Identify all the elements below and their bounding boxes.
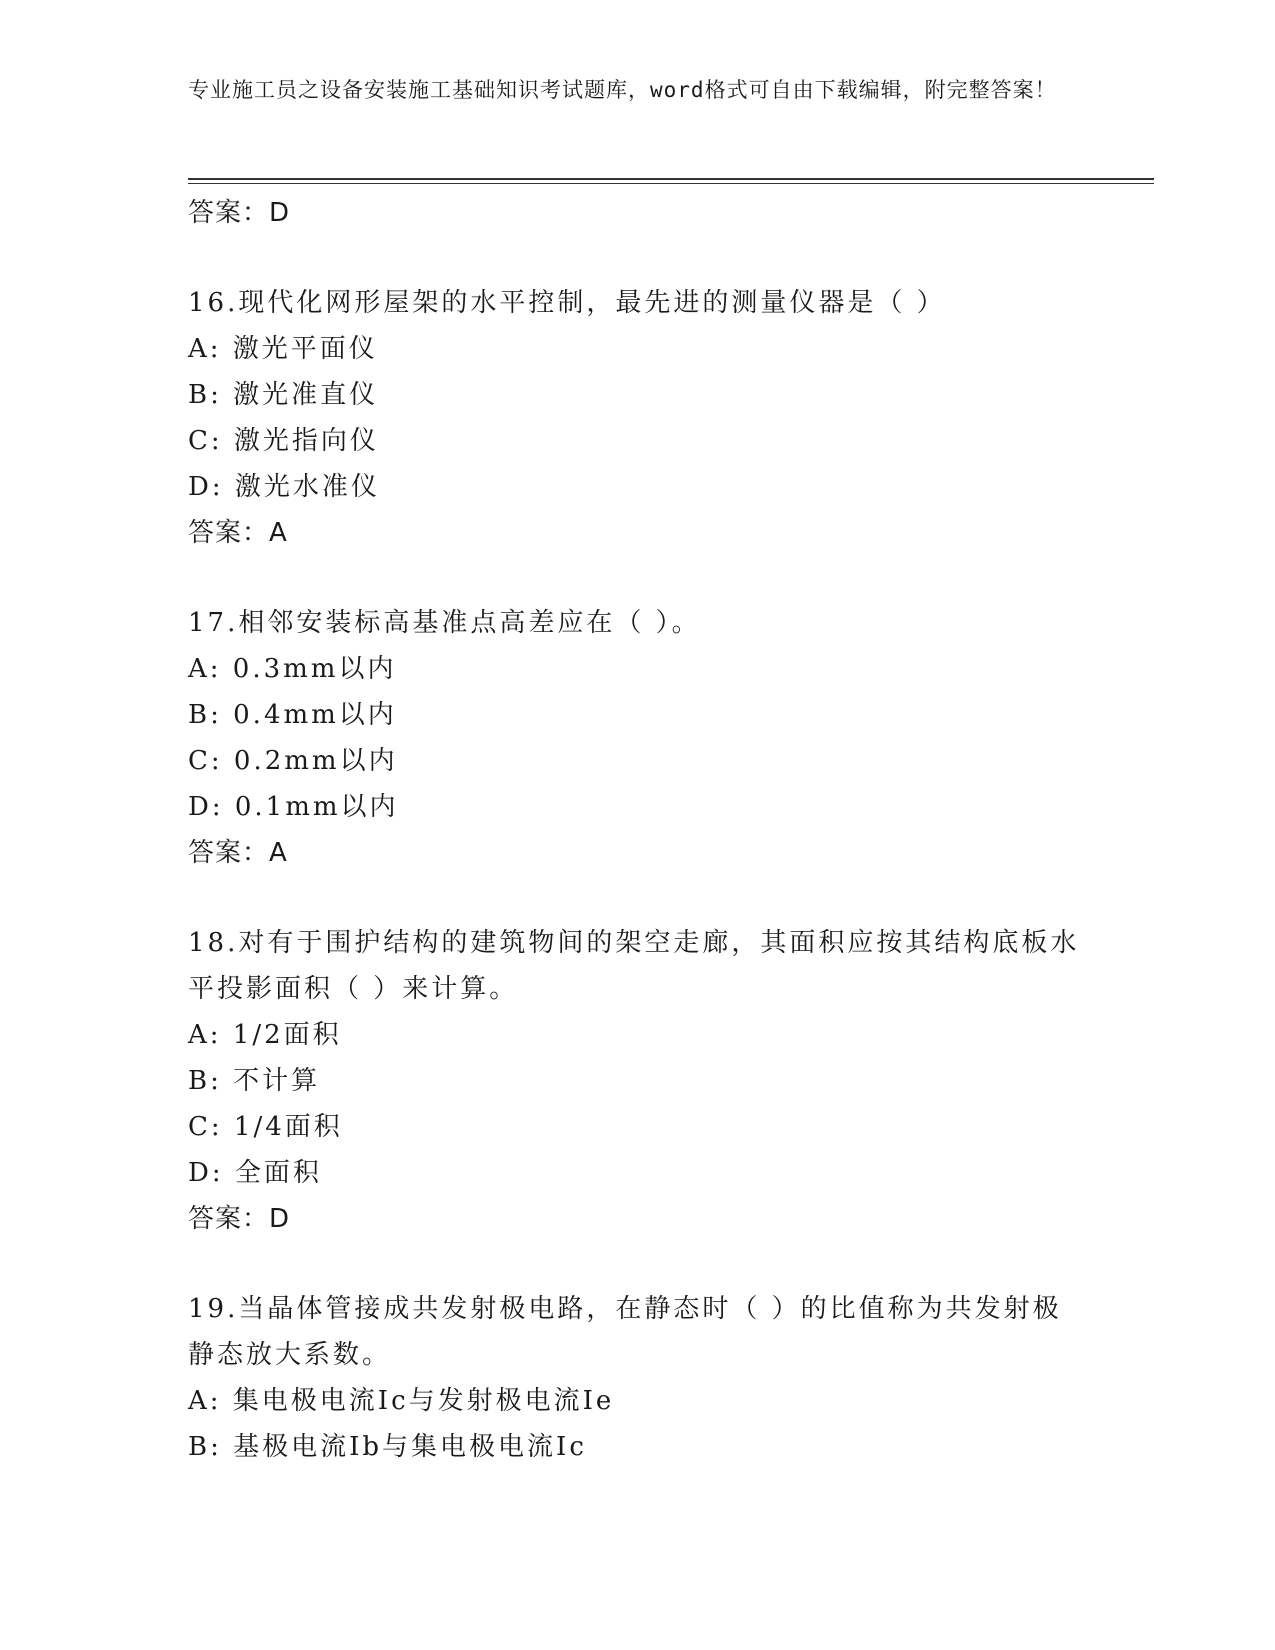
- answer-line: 答案：D: [188, 198, 291, 228]
- option-d: D: 激光水准仪: [188, 472, 380, 502]
- spacer: [188, 556, 1088, 600]
- spacer: [188, 876, 1088, 920]
- option-a: A: 激光平面仪: [188, 334, 378, 364]
- option-c: C: 1/4面积: [188, 1112, 343, 1142]
- question-stem: 16.现代化网形屋架的水平控制，最先进的测量仪器是（ ）: [188, 288, 946, 318]
- option-b: B: 基极电流Ib与集电极电流Ic: [188, 1432, 587, 1462]
- page-header: 专业施工员之设备安装施工基础知识考试题库，word格式可自由下载编辑，附完整答案！: [188, 78, 1057, 102]
- question-stem: 17.相邻安装标高基准点高差应在（ ）。: [188, 608, 701, 638]
- header-divider-thin: [188, 183, 1154, 184]
- option-b: B: 不计算: [188, 1066, 321, 1096]
- answer-line: 答案：A: [188, 838, 288, 868]
- spacer: [188, 1242, 1088, 1286]
- answer-line: 答案：A: [188, 518, 288, 548]
- option-c: C: 激光指向仪: [188, 426, 379, 456]
- option-c: C: 0.2mm以内: [188, 746, 398, 776]
- question-stem: 19.当晶体管接成共发射极电路，在静态时（ ）的比值称为共发射极静态放大系数。: [188, 1294, 1062, 1370]
- option-d: D: 0.1mm以内: [188, 792, 399, 822]
- option-a: A: 集电极电流Ic与发射极电流Ie: [188, 1386, 615, 1416]
- question-19: [188, 1286, 1088, 1470]
- question-18: [188, 920, 1088, 1242]
- question-16: [188, 280, 1088, 556]
- option-a: A: 0.3mm以内: [188, 654, 397, 684]
- question-17: [188, 600, 1088, 876]
- option-b: B: 0.4mm以内: [188, 700, 397, 730]
- exam-content: [188, 190, 1088, 1470]
- spacer: [188, 236, 1088, 280]
- option-a: A: 1/2面积: [188, 1020, 342, 1050]
- option-b: B: 激光准直仪: [188, 380, 379, 410]
- question-stem: 18.对有于围护结构的建筑物间的架空走廊，其面积应按其结构底板水平投影面积（ ）来计算。: [188, 928, 1080, 1004]
- option-d: D: 全面积: [188, 1158, 322, 1188]
- header-divider: [188, 178, 1154, 180]
- answer-line: 答案：D: [188, 1204, 291, 1234]
